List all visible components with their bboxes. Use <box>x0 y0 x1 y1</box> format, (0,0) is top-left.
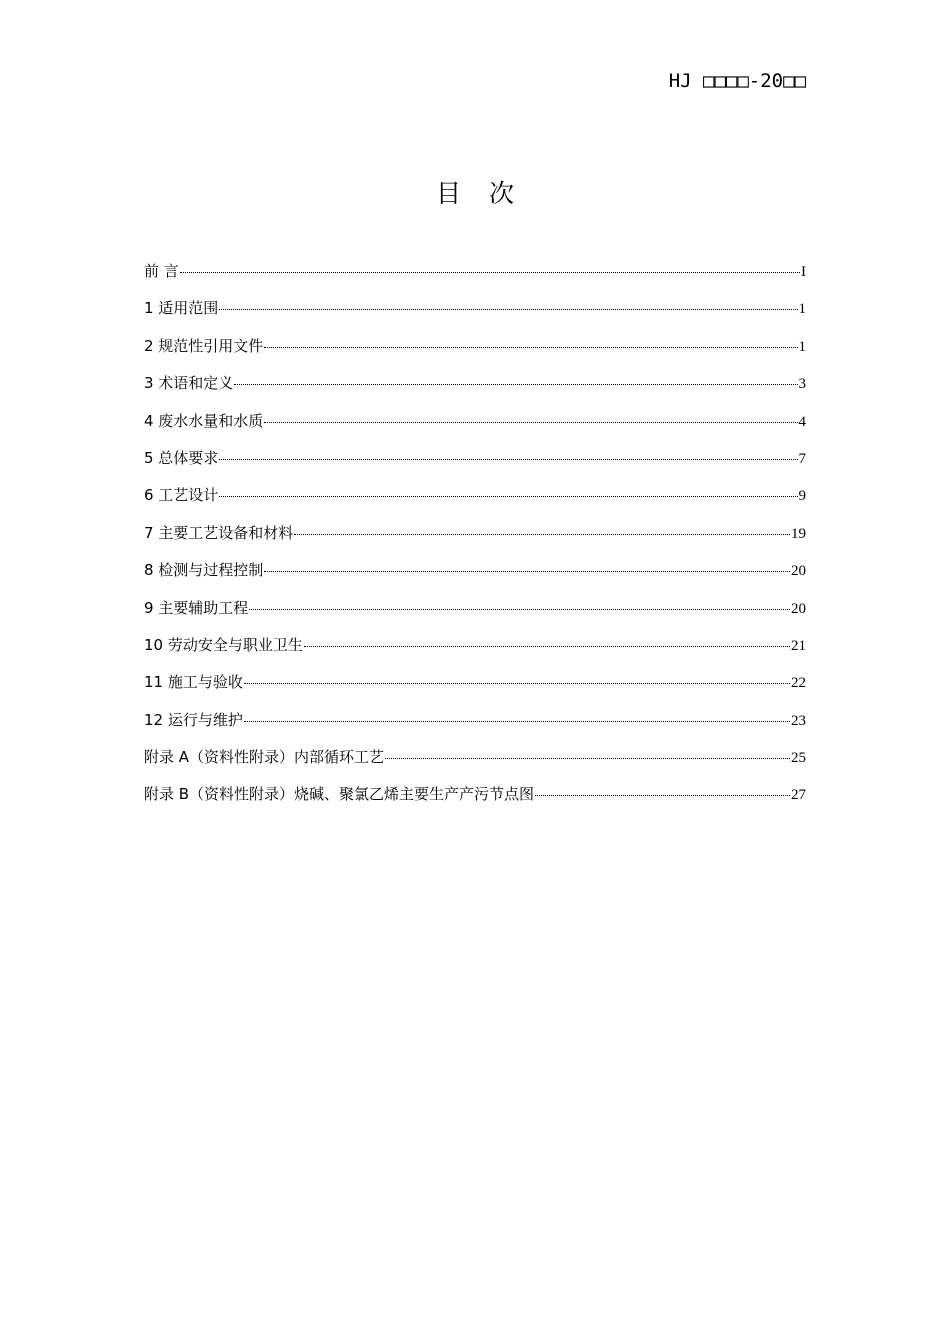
toc-entry-page: 1 <box>798 301 806 318</box>
toc-entry-label: 10 劳动安全与职业卫生 <box>144 635 303 654</box>
toc-leader-dots <box>264 571 790 572</box>
toc-entry-page: 27 <box>791 787 806 804</box>
toc-leader-dots <box>249 609 790 610</box>
toc-entry-page: 23 <box>791 712 806 729</box>
toc-leader-dots <box>535 795 790 796</box>
toc-leader-dots <box>234 384 797 385</box>
toc-entry-preface[interactable] <box>144 260 806 297</box>
toc-entry-label: 3 术语和定义 <box>144 374 234 393</box>
toc-leader-dots <box>304 646 790 647</box>
toc-entry-label: 12 运行与维护 <box>144 710 243 729</box>
toc-entry-label: 附录 B（资料性附录）烧碱、聚氯乙烯主要生产产污节点图 <box>144 785 535 804</box>
toc-entry-9[interactable] <box>144 597 806 634</box>
toc-entry-page: I <box>801 264 806 280</box>
toc-entry-7[interactable] <box>144 522 806 559</box>
toc-leader-dots <box>244 721 790 722</box>
toc-entry-label: 11 施工与验收 <box>144 673 243 692</box>
toc-entry-label: 7 主要工艺设备和材料 <box>144 523 294 542</box>
toc-entry-page: 4 <box>798 413 806 430</box>
toc-entry-label: 5 总体要求 <box>144 448 219 467</box>
toc-entry-5[interactable] <box>144 447 806 484</box>
toc-entry-label: 6 工艺设计 <box>144 486 219 505</box>
toc-title: 目次 <box>435 179 542 208</box>
toc-leader-dots <box>219 309 797 310</box>
toc-leader-dots <box>219 496 797 497</box>
toc-entry-page: 25 <box>791 750 806 767</box>
toc-entry-4[interactable] <box>144 410 806 447</box>
toc-leader-dots <box>180 272 800 273</box>
toc-entry-1[interactable] <box>144 297 806 334</box>
table-of-contents <box>144 260 806 821</box>
toc-entry-label: 9 主要辅助工程 <box>144 598 249 617</box>
toc-leader-dots <box>264 347 797 348</box>
toc-entry-page: 9 <box>798 488 806 505</box>
toc-entry-3[interactable] <box>144 372 806 409</box>
toc-entry-label: 1 适用范围 <box>144 299 219 318</box>
toc-entry-8[interactable] <box>144 559 806 596</box>
toc-entry-page: 20 <box>791 600 806 617</box>
toc-entry-12[interactable] <box>144 709 806 746</box>
toc-entry-label: 2 规范性引用文件 <box>144 336 264 355</box>
toc-entry-page: 19 <box>791 525 806 542</box>
toc-entry-label: 前 言 <box>144 262 179 280</box>
toc-entry-2[interactable] <box>144 335 806 372</box>
toc-entry-page: 22 <box>791 675 806 692</box>
toc-leader-dots <box>219 459 797 460</box>
toc-entry-page: 7 <box>798 450 806 467</box>
toc-entry-label: 附录 A（资料性附录）内部循环工艺 <box>144 748 385 767</box>
toc-entry-label: 8 检测与过程控制 <box>144 561 264 580</box>
toc-leader-dots <box>264 422 797 423</box>
toc-entry-appendix-b[interactable] <box>144 783 806 820</box>
toc-entry-appendix-a[interactable] <box>144 746 806 783</box>
toc-entry-label: 4 废水水量和水质 <box>144 411 264 430</box>
toc-leader-dots <box>385 758 790 759</box>
toc-leader-dots <box>294 534 790 535</box>
document-code: HJ □□□□-20□□ <box>668 70 806 92</box>
toc-entry-page: 21 <box>791 637 806 654</box>
toc-entry-11[interactable] <box>144 671 806 708</box>
toc-entry-page: 20 <box>791 563 806 580</box>
toc-entry-page: 3 <box>798 376 806 393</box>
toc-entry-10[interactable] <box>144 634 806 671</box>
toc-entry-6[interactable] <box>144 484 806 521</box>
toc-entry-page: 1 <box>798 338 806 355</box>
toc-leader-dots <box>244 683 790 684</box>
